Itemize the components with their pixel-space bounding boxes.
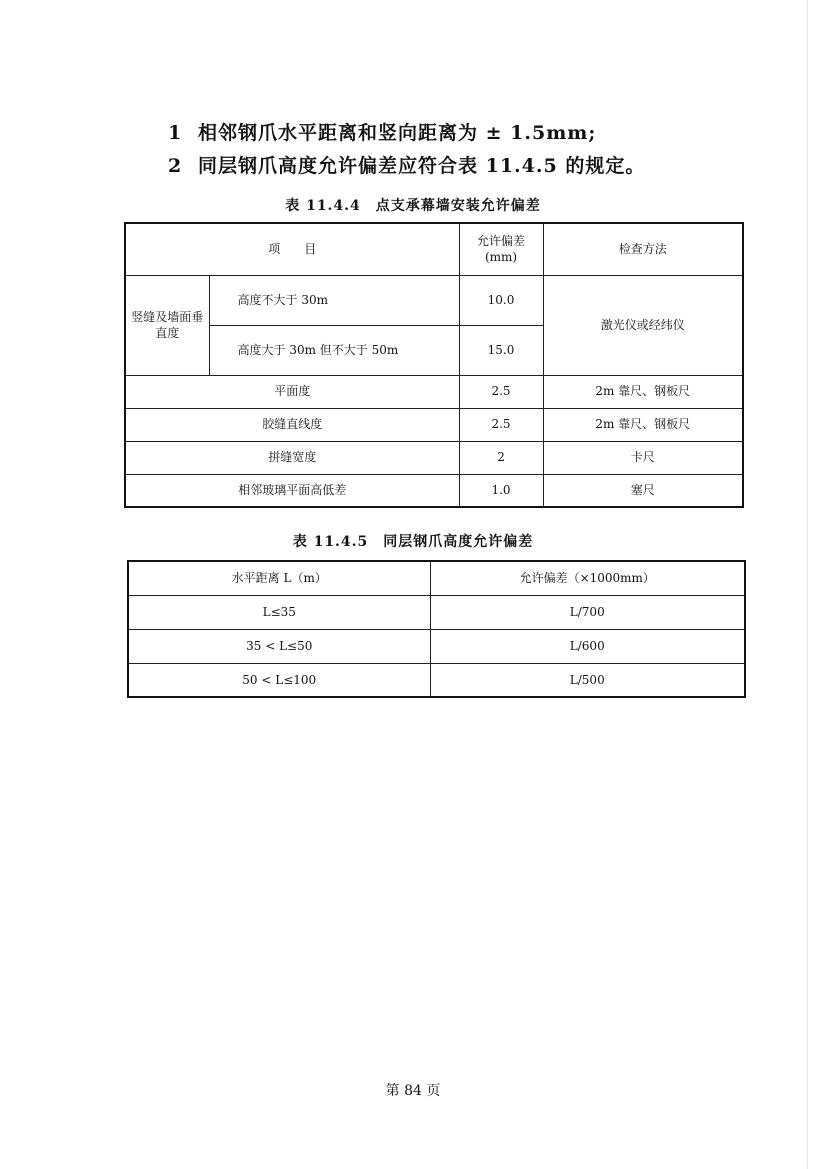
table1-row-item: 平面度 (125, 375, 459, 408)
table1-header-row (125, 223, 743, 275)
table-point-supported-curtain-wall (124, 222, 744, 508)
page-edge-line (807, 0, 808, 1169)
table1-row-method: 2m 靠尺、钢板尺 (543, 375, 743, 408)
table1-header-item: 项 目 (125, 223, 459, 275)
table2-row-distance: 50 < L≤100 (128, 663, 430, 697)
table2-header-row (128, 561, 745, 595)
table1-row-tolerance: 2 (459, 441, 543, 474)
table1-header-tolerance (459, 223, 543, 275)
table-row (125, 275, 743, 325)
table1-header-method: 检查方法 (543, 223, 743, 275)
table1-row-item: 高度大于 30m 但不大于 50m (209, 325, 459, 375)
table1-row-method: 激光仪或经纬仪 (543, 275, 743, 375)
table-steel-claw-height-tolerance (127, 560, 746, 698)
table-row (125, 441, 743, 474)
table2-row-tolerance: L/700 (430, 595, 745, 629)
table1-row-tolerance: 2.5 (459, 375, 543, 408)
table1-row-category: 竖缝及墙面垂直度 (125, 275, 209, 375)
paragraph-1 (168, 118, 596, 145)
table1-row-tolerance: 15.0 (459, 325, 543, 375)
table1-row-tolerance: 10.0 (459, 275, 543, 325)
table1-caption: 表 11.4.4 点支承幕墙安装允许偏差 (285, 198, 541, 214)
table1-row-item: 拼缝宽度 (125, 441, 459, 474)
table-row (125, 474, 743, 507)
table-row (125, 408, 743, 441)
table1-row-item: 高度不大于 30m (209, 275, 459, 325)
paragraph-2-text: 同层钢爪高度允许偏差应符合表 11.4.5 的规定。 (198, 155, 646, 177)
paragraph-1-text: 相邻钢爪水平距离和竖向距离为 ± 1.5mm; (198, 122, 597, 144)
table2-header-distance: 水平距离 L（m） (128, 561, 430, 595)
table-row (128, 663, 745, 697)
table1-header-tolerance-unit: (mm) (484, 250, 518, 265)
table-row (128, 595, 745, 629)
table2-caption: 表 11.4.5 同层钢爪高度允许偏差 (292, 534, 534, 550)
table-row (125, 375, 743, 408)
table1-row-method: 卡尺 (543, 441, 743, 474)
table1-header-tolerance-label: 允许偏差 (477, 234, 526, 249)
paragraph-2 (168, 151, 645, 178)
page-number: 第 84 页 (385, 1083, 441, 1099)
table1-row-tolerance: 1.0 (459, 474, 543, 507)
table1-row-item: 胶缝直线度 (125, 408, 459, 441)
table1-row-item: 相邻玻璃平面高低差 (125, 474, 459, 507)
table-row (128, 629, 745, 663)
table2-row-distance: 35 < L≤50 (128, 629, 430, 663)
paragraph-1-number: 1 (168, 122, 183, 144)
table2-row-tolerance: L/500 (430, 663, 745, 697)
table2-row-distance: L≤35 (128, 595, 430, 629)
table1-row-method: 2m 靠尺、钢板尺 (543, 408, 743, 441)
table1-row-method: 塞尺 (543, 474, 743, 507)
table2-header-tolerance: 允许偏差（×1000mm） (430, 561, 745, 595)
paragraph-2-number: 2 (168, 155, 183, 177)
table1-row-tolerance: 2.5 (459, 408, 543, 441)
table2-row-tolerance: L/600 (430, 629, 745, 663)
